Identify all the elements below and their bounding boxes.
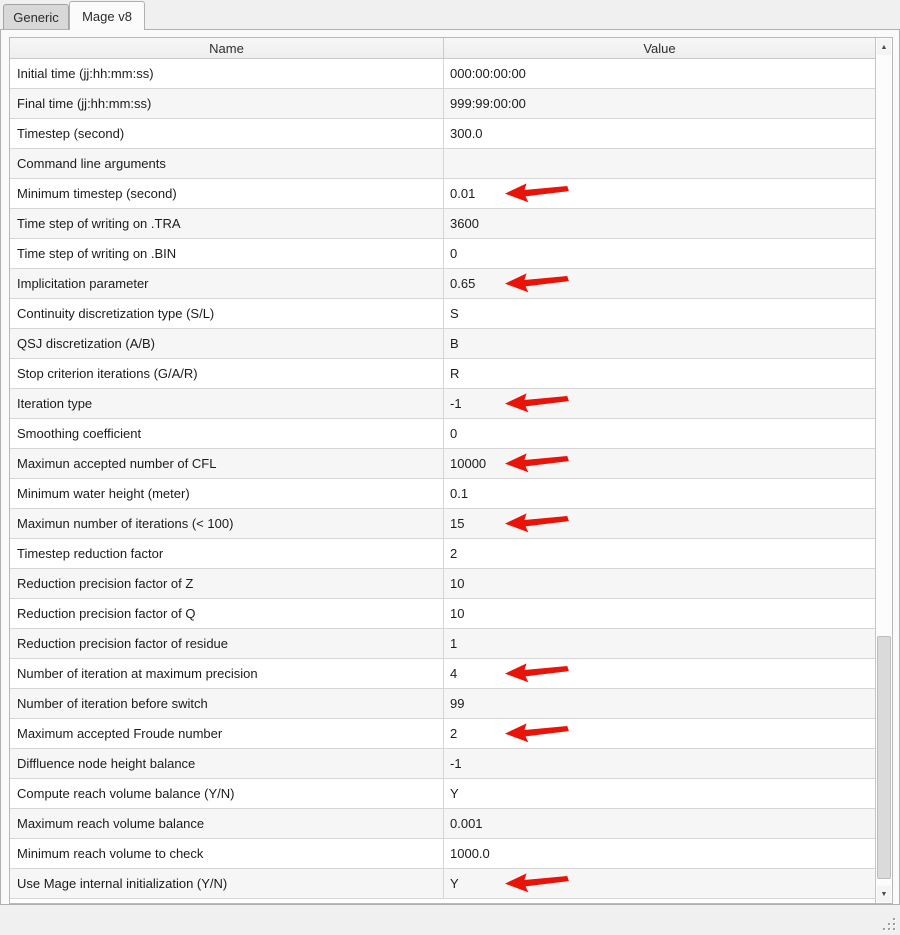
row-value-cell[interactable]: 0: [450, 426, 458, 441]
table-row[interactable]: [10, 299, 875, 329]
table-row[interactable]: [10, 119, 875, 149]
table-row[interactable]: [10, 179, 875, 209]
table-row[interactable]: [10, 329, 875, 359]
row-name-cell: Initial time (jj:hh:mm:ss): [10, 59, 444, 88]
table-row[interactable]: [10, 239, 875, 269]
row-value-cell[interactable]: 4: [444, 659, 875, 688]
table-rows: [10, 59, 875, 903]
table-row[interactable]: [10, 419, 875, 449]
tab-generic[interactable]: [3, 4, 69, 30]
row-name-cell: Command line arguments: [10, 149, 444, 178]
tab-content-panel: [0, 29, 900, 905]
annotation-arrow-icon: [504, 450, 571, 477]
row-name-cell: Continuity discretization type (S/L): [10, 299, 444, 328]
table-row[interactable]: [10, 659, 875, 689]
row-name-cell: Minimum timestep (second): [10, 179, 444, 208]
table-row[interactable]: [10, 719, 875, 749]
row-name-cell: Maximum accepted Froude number: [10, 719, 444, 748]
row-value-cell[interactable]: 0.1: [450, 486, 469, 501]
table-row[interactable]: [10, 749, 875, 779]
row-name-cell: Reduction precision factor of Z: [10, 569, 444, 598]
table-row[interactable]: [10, 569, 875, 599]
table-header: [10, 38, 875, 59]
row-name-cell: Maximun number of iterations (< 100): [10, 509, 444, 538]
table-row[interactable]: [10, 809, 875, 839]
row-value-cell[interactable]: 10: [450, 576, 465, 591]
table-row[interactable]: [10, 59, 875, 89]
row-name-cell: Time step of writing on .TRA: [10, 209, 444, 238]
table-row[interactable]: [10, 269, 875, 299]
column-header-name[interactable]: Name: [10, 38, 444, 58]
scroll-down-icon[interactable]: ▼: [877, 886, 891, 902]
row-value-cell[interactable]: 99: [450, 696, 465, 711]
row-name-cell: QSJ discretization (A/B): [10, 329, 444, 358]
row-name-cell: Compute reach volume balance (Y/N): [10, 779, 444, 808]
table-row[interactable]: [10, 779, 875, 809]
table-row[interactable]: [10, 209, 875, 239]
table-row[interactable]: [10, 89, 875, 119]
row-value-cell[interactable]: R: [450, 366, 460, 381]
table-row[interactable]: [10, 389, 875, 419]
table-row[interactable]: [10, 839, 875, 869]
row-name-cell: Implicitation parameter: [10, 269, 444, 298]
row-value-cell[interactable]: 10000: [444, 449, 875, 478]
table-row[interactable]: [10, 509, 875, 539]
row-name-cell: Maximum reach volume balance: [10, 809, 444, 838]
annotation-arrow-icon: [504, 270, 571, 297]
table-row[interactable]: [10, 539, 875, 569]
row-value-cell[interactable]: 1000.0: [450, 846, 490, 861]
row-name-cell: Final time (jj:hh:mm:ss): [10, 89, 444, 118]
scrollbar-thumb[interactable]: [877, 636, 891, 879]
row-value-cell[interactable]: B: [450, 336, 459, 351]
row-value-cell[interactable]: 300.0: [450, 126, 483, 141]
annotation-arrow-icon: [504, 870, 571, 897]
column-header-value[interactable]: Value: [643, 40, 676, 56]
scroll-up-icon[interactable]: ▲: [877, 39, 891, 55]
row-name-cell: Reduction precision factor of residue: [10, 629, 444, 658]
row-name-cell: Use Mage internal initialization (Y/N): [10, 869, 444, 898]
row-name-cell: Timestep (second): [10, 119, 444, 148]
parameters-table: [9, 37, 893, 904]
tab-mage-v8[interactable]: [69, 1, 145, 30]
table-row[interactable]: [10, 599, 875, 629]
row-name-cell: Stop criterion iterations (G/A/R): [10, 359, 444, 388]
annotation-arrow-icon: [504, 390, 571, 417]
row-name-cell: Number of iteration at maximum precision: [10, 659, 444, 688]
table-row[interactable]: [10, 869, 875, 899]
row-value-cell[interactable]: 15: [444, 509, 875, 538]
row-name-cell: Iteration type: [10, 389, 444, 418]
row-name-cell: Smoothing coefficient: [10, 419, 444, 448]
annotation-arrow-icon: [504, 720, 571, 747]
tab-mage-v8-label: Mage v8: [82, 8, 132, 24]
row-name-cell: Minimum water height (meter): [10, 479, 444, 508]
row-value-cell[interactable]: S: [450, 306, 459, 321]
row-value-cell[interactable]: 000:00:00:00: [450, 66, 526, 81]
row-value-cell[interactable]: -1: [450, 756, 462, 771]
annotation-arrow-icon: [504, 180, 571, 207]
row-value-cell[interactable]: Y: [450, 786, 459, 801]
row-name-cell: Diffluence node height balance: [10, 749, 444, 778]
table-row[interactable]: [10, 359, 875, 389]
table-row[interactable]: [10, 479, 875, 509]
table-row[interactable]: [10, 689, 875, 719]
vertical-scrollbar[interactable]: [875, 38, 892, 903]
row-name-cell: Minimum reach volume to check: [10, 839, 444, 868]
row-value-cell[interactable]: 1: [450, 636, 458, 651]
row-value-cell[interactable]: 0: [450, 246, 458, 261]
row-value-cell[interactable]: 3600: [450, 216, 479, 231]
row-value-cell[interactable]: Y: [444, 869, 875, 898]
resize-grip-icon[interactable]: [881, 916, 897, 932]
row-value-cell[interactable]: 0.001: [450, 816, 483, 831]
table-row[interactable]: [10, 449, 875, 479]
row-value-cell[interactable]: 2: [444, 719, 875, 748]
tab-generic-label: Generic: [13, 10, 59, 25]
row-value-cell[interactable]: -1: [444, 389, 875, 418]
tab-bar: [0, 0, 900, 29]
row-value-cell[interactable]: 2: [450, 546, 458, 561]
table-row[interactable]: [10, 149, 875, 179]
row-name-cell: Time step of writing on .BIN: [10, 239, 444, 268]
row-value-cell[interactable]: 0.65: [444, 269, 875, 298]
row-value-cell[interactable]: [444, 149, 875, 178]
annotation-arrow-icon: [504, 510, 571, 537]
row-name-cell: Timestep reduction factor: [10, 539, 444, 568]
row-name-cell: Number of iteration before switch: [10, 689, 444, 718]
row-name-cell: Maximun accepted number of CFL: [10, 449, 444, 478]
row-name-cell: Reduction precision factor of Q: [10, 599, 444, 628]
row-value-cell[interactable]: 0.01: [444, 179, 875, 208]
annotation-arrow-icon: [504, 660, 571, 687]
row-value-cell[interactable]: 10: [450, 606, 465, 621]
row-value-cell[interactable]: 999:99:00:00: [450, 96, 526, 111]
table-row[interactable]: [10, 629, 875, 659]
